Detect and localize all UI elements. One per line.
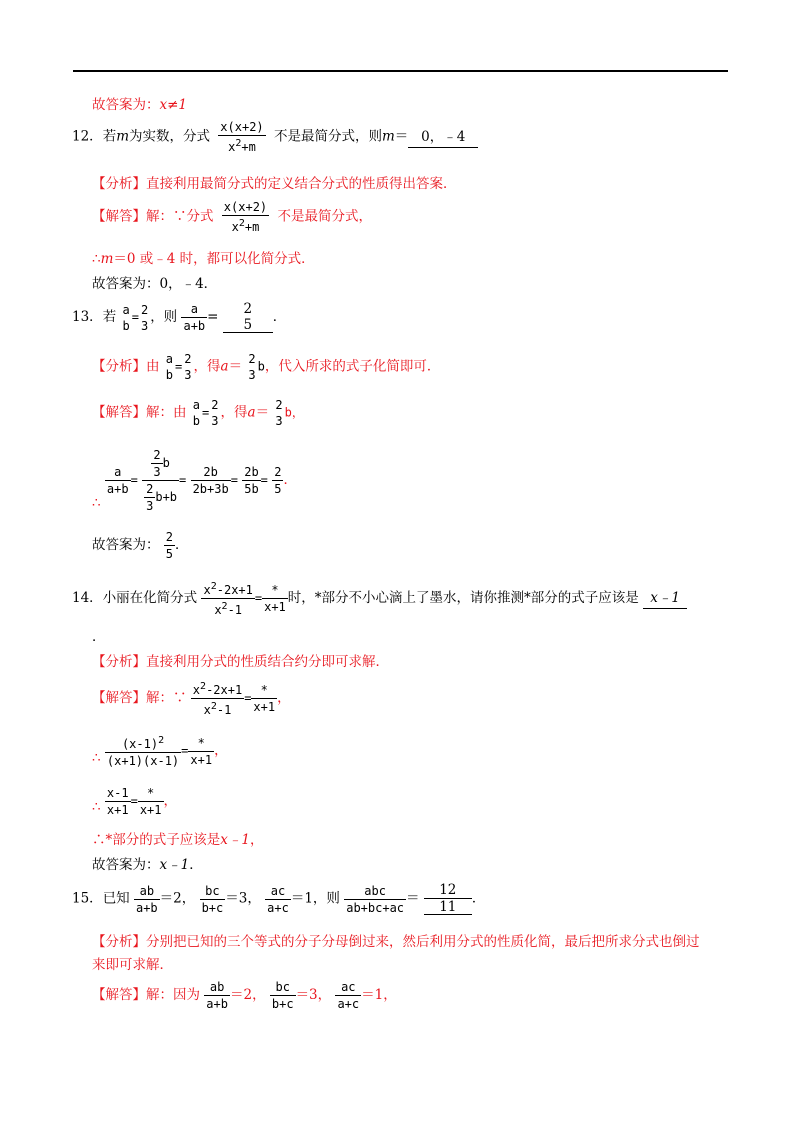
exponent: 2 [210,581,217,592]
q12-therefore [92,249,315,269]
denominator: b+c [201,900,224,915]
text: 小丽在化简分式 [102,590,198,606]
denominator: 5 [243,317,253,333]
text: ， [214,742,228,759]
numerator: * [251,683,277,699]
numerator: x(x+2) [220,120,264,134]
answer-blank [223,302,273,333]
denominator: 11 [439,899,457,915]
fraction [222,200,269,234]
denominator [218,136,265,154]
denominator: x+1 [190,752,213,767]
denominator [222,216,269,234]
numerator: 12 [424,883,472,899]
text: ，得 [220,404,248,421]
fraction [144,482,155,513]
text: 解：由 [146,404,187,421]
denominator: a+c [267,900,289,915]
text: ＝0 或﹣4 时，都可以化简分式． [113,251,315,267]
text: ，代入所求的式子化简即可． [264,358,441,375]
expression: x﹣1 [159,857,190,873]
denominator: b [192,414,201,428]
exponent: 2 [158,735,165,746]
text: 解：因为 [146,987,200,1003]
denominator: 5 [165,547,174,561]
fraction [200,884,226,915]
analysis-tag: 【分析】 [92,176,146,192]
fraction [151,448,162,479]
numerator: bc [200,884,226,900]
denominator [191,699,244,717]
equals: ＝ [406,890,420,907]
question-number: 14． [72,590,103,606]
question-number: 12． [72,128,103,145]
text: 由 [146,358,160,375]
solution-text: 不是最简分式， [277,208,372,225]
q11-answer [92,95,187,115]
num-part: x [192,683,201,697]
text: 若 [102,309,117,325]
q14-stem [72,580,687,624]
analysis-tag: 【分析】 [92,358,146,375]
num-part: (x-1) [121,737,159,751]
fraction [191,680,244,717]
denominator: x+1 [264,600,286,614]
numerator: ab [134,884,160,900]
var-b: b [257,359,265,374]
numerator: 2 [165,530,174,544]
fraction [164,352,175,382]
numerator: 2 [275,398,283,412]
equals: = [260,473,268,487]
var-m: m [100,251,114,267]
equals: = [131,310,139,324]
denominator: x+1 [139,803,162,817]
den-part: x [214,603,222,617]
equals: = [130,473,138,487]
question-number: 13． [72,309,103,325]
therefore-sign: ∴ [92,251,101,267]
q13-analysis [92,352,440,392]
text: ∴*部分的式子应该是 [92,832,221,848]
analysis-text: 直接利用最简分式的定义结合分式的性质得出答案． [146,176,457,192]
var-b: b， [284,405,304,420]
therefore-sign: ∴ [92,495,101,511]
denominator [142,481,179,513]
denominator: 2b+3b [192,482,229,496]
denominator: 3 [248,368,256,382]
numerator: 2 [153,448,161,462]
answer-label: 故答案为： [92,97,160,113]
q13-answer [92,530,189,570]
den-part: b+b [155,490,178,504]
text: ，则 [150,309,178,325]
den-part: +m [241,140,256,154]
fraction [164,530,175,561]
numerator: x-1 [106,786,129,800]
answer-label: 故答案为： [92,857,160,873]
q15-analysis-1 [92,932,700,952]
denominator: 5b [244,482,259,496]
denominator: b [165,368,174,382]
answer-blank [424,883,472,915]
den-part: x [228,140,236,154]
denominator: 3 [184,368,192,382]
numerator: * [188,736,214,752]
denominator: a+b [106,482,129,496]
q12-solution [92,200,372,240]
text: 解：∵ [146,690,187,706]
fraction [262,583,288,614]
q15-stem [72,883,485,927]
numerator: abc [344,884,406,900]
denominator: b+c [271,997,294,1011]
denominator: 5 [274,482,282,496]
q14-analysis [92,652,389,672]
exponent: 2 [235,138,242,149]
equals: = [181,743,189,758]
numerator: 2 [211,398,219,412]
q14-line4 [92,830,263,850]
equals: = [175,359,183,374]
equals: ＝ [228,358,243,375]
equals: = [207,309,219,325]
num-part: x [203,583,211,597]
equals: = [130,794,138,808]
exponent: 2 [210,701,217,712]
text: ＝3， [295,987,332,1003]
text: ， [277,690,291,706]
fraction [251,683,277,714]
fraction [273,398,284,428]
fraction [209,398,220,428]
numerator: ab [204,980,230,996]
denominator [201,599,254,617]
denominator: 3 [275,414,283,428]
solution-tag: 【解答】 [92,404,146,421]
den-part: x [203,703,211,717]
text: ， [163,793,177,809]
text: ，得 [193,358,221,375]
text: 不是最简分式，则 [273,128,382,145]
denominator: 3 [140,318,149,333]
therefore-sign: ∴ [92,750,101,766]
fraction [191,465,231,496]
solution-tag: 【解答】 [92,987,146,1003]
text: 已知 [102,890,130,907]
denominator: (x+1)(x-1) [106,754,180,768]
denominator: 3 [153,465,161,479]
equals: = [202,405,210,420]
q15-analysis-2: 来即可求解． [92,957,173,973]
exponent: 2 [221,601,228,612]
var-a: a [220,358,229,375]
answer-value: x≠1 [159,97,188,113]
q12-answer: 故答案为：0，﹣4． [92,276,218,292]
numerator: 2 [274,465,282,479]
text: 若 [102,128,117,145]
num-part: -2x+1 [216,583,253,597]
analysis-tag: 【分析】 [92,654,146,670]
denominator: a+b [206,997,228,1011]
text: ＝2， [159,890,196,907]
therefore-sign: ∴ [92,799,101,815]
fraction [335,980,361,1011]
q14-step2 [92,734,228,778]
text: ＝2， [229,987,266,1003]
denominator: ab+bc+ac [346,900,405,915]
analysis-text: 直接利用分式的性质结合约分即可求解． [146,654,389,670]
numerator: 2b [244,465,259,479]
var-m: m [116,128,129,145]
text: ． [283,472,297,488]
numerator: a [181,302,207,318]
q13-solution [92,398,304,438]
fraction [246,352,257,382]
num-part: -2x+1 [206,683,243,697]
denominator: b [122,318,130,333]
fraction [120,303,131,333]
den-part: -1 [227,603,243,617]
numerator: x(x+2) [223,200,268,214]
text: ． [272,309,287,325]
text: ， [249,832,264,848]
fraction [105,786,131,817]
numerator: bc [270,980,296,996]
numerator: 2 [184,352,192,366]
equals: = [230,473,238,487]
q12-stem [72,120,478,160]
fraction [242,465,260,496]
analysis-tag: 【分析】 [92,934,146,950]
solution-text: 解：∵分式 [146,208,214,225]
var-a: a [247,404,256,421]
numerator: 2 [248,352,256,366]
denominator: a+b [183,319,206,333]
numerator [201,580,254,599]
text: ． [471,890,486,907]
q13-stem [72,302,286,346]
q12-analysis [92,174,457,194]
numerator: 2b [191,465,231,481]
exponent: 2 [200,681,207,692]
q14-solution [92,680,291,724]
solution-tag: 【解答】 [92,690,146,706]
answer-blank: x﹣1 [643,588,687,609]
var-b: b [162,456,170,470]
fraction [182,352,193,382]
complex-fraction [142,448,179,513]
equals: = [244,691,252,705]
q14-tail: ． [92,629,106,645]
q14-step3 [92,786,177,830]
numerator: * [138,786,164,802]
numerator: 2 [140,302,149,317]
fraction [201,580,254,617]
den-part: +m [244,220,260,234]
fraction [105,465,131,496]
fraction [105,734,181,768]
equals: = [254,591,263,605]
text: ． [175,537,189,553]
numerator: * [262,583,288,599]
numerator: a [105,465,131,481]
text: ＝ [394,128,409,145]
fraction [272,465,283,496]
numerator [191,680,244,699]
fraction [191,398,202,428]
numerator: ac [335,980,361,996]
fraction [344,884,406,915]
denominator: 3 [211,414,219,428]
fraction [204,980,230,1011]
numerator: a [192,398,201,412]
denominator: a+c [337,997,360,1011]
answer-label: 故答案为： [92,537,160,553]
text: ． [189,857,203,873]
fraction [139,303,150,333]
fraction [188,736,214,767]
var-m: m [381,128,395,145]
analysis-text: 分别把已知的三个等式的分子分母倒过来，然后利用分式的性质化简，最后把所求分式也倒过 [146,934,700,950]
den-part: x [231,220,239,234]
question-number: 15． [72,890,103,907]
fraction [265,884,291,915]
denominator: x+1 [253,700,276,714]
expression: x﹣1 [220,832,250,848]
fraction [134,884,160,915]
denominator: a+b [135,900,158,915]
text: ＝3， [225,890,261,907]
fraction [181,302,207,333]
denominator: 3 [146,499,154,513]
q14-answer [92,855,203,875]
den-part: -1 [216,703,232,717]
fraction [138,786,164,817]
q15-solution [92,980,397,1024]
equals: ＝ [255,404,270,421]
fraction [218,120,265,154]
text: 为实数，分式 [129,128,210,145]
q13-chain [92,448,297,518]
solution-tag: 【解答】 [92,208,146,225]
text: 时，*部分不小心滴上了墨水，请你推测*部分的式子应该是 [287,590,639,606]
equals: = [179,473,187,487]
header-rule [73,70,728,72]
answer-blank: 0，﹣4 [408,127,478,148]
numerator: 2 [243,301,253,317]
numerator [142,448,179,481]
text: ＝1， [361,987,397,1003]
exponent: 2 [238,218,245,229]
numerator: 2 [146,482,154,496]
numerator [105,734,181,753]
fraction [270,980,296,1011]
denominator: x+1 [106,803,129,817]
text: ＝1，则 [290,890,340,907]
numerator: a [165,352,174,366]
numerator: ac [265,884,291,900]
numerator: a [122,302,130,317]
